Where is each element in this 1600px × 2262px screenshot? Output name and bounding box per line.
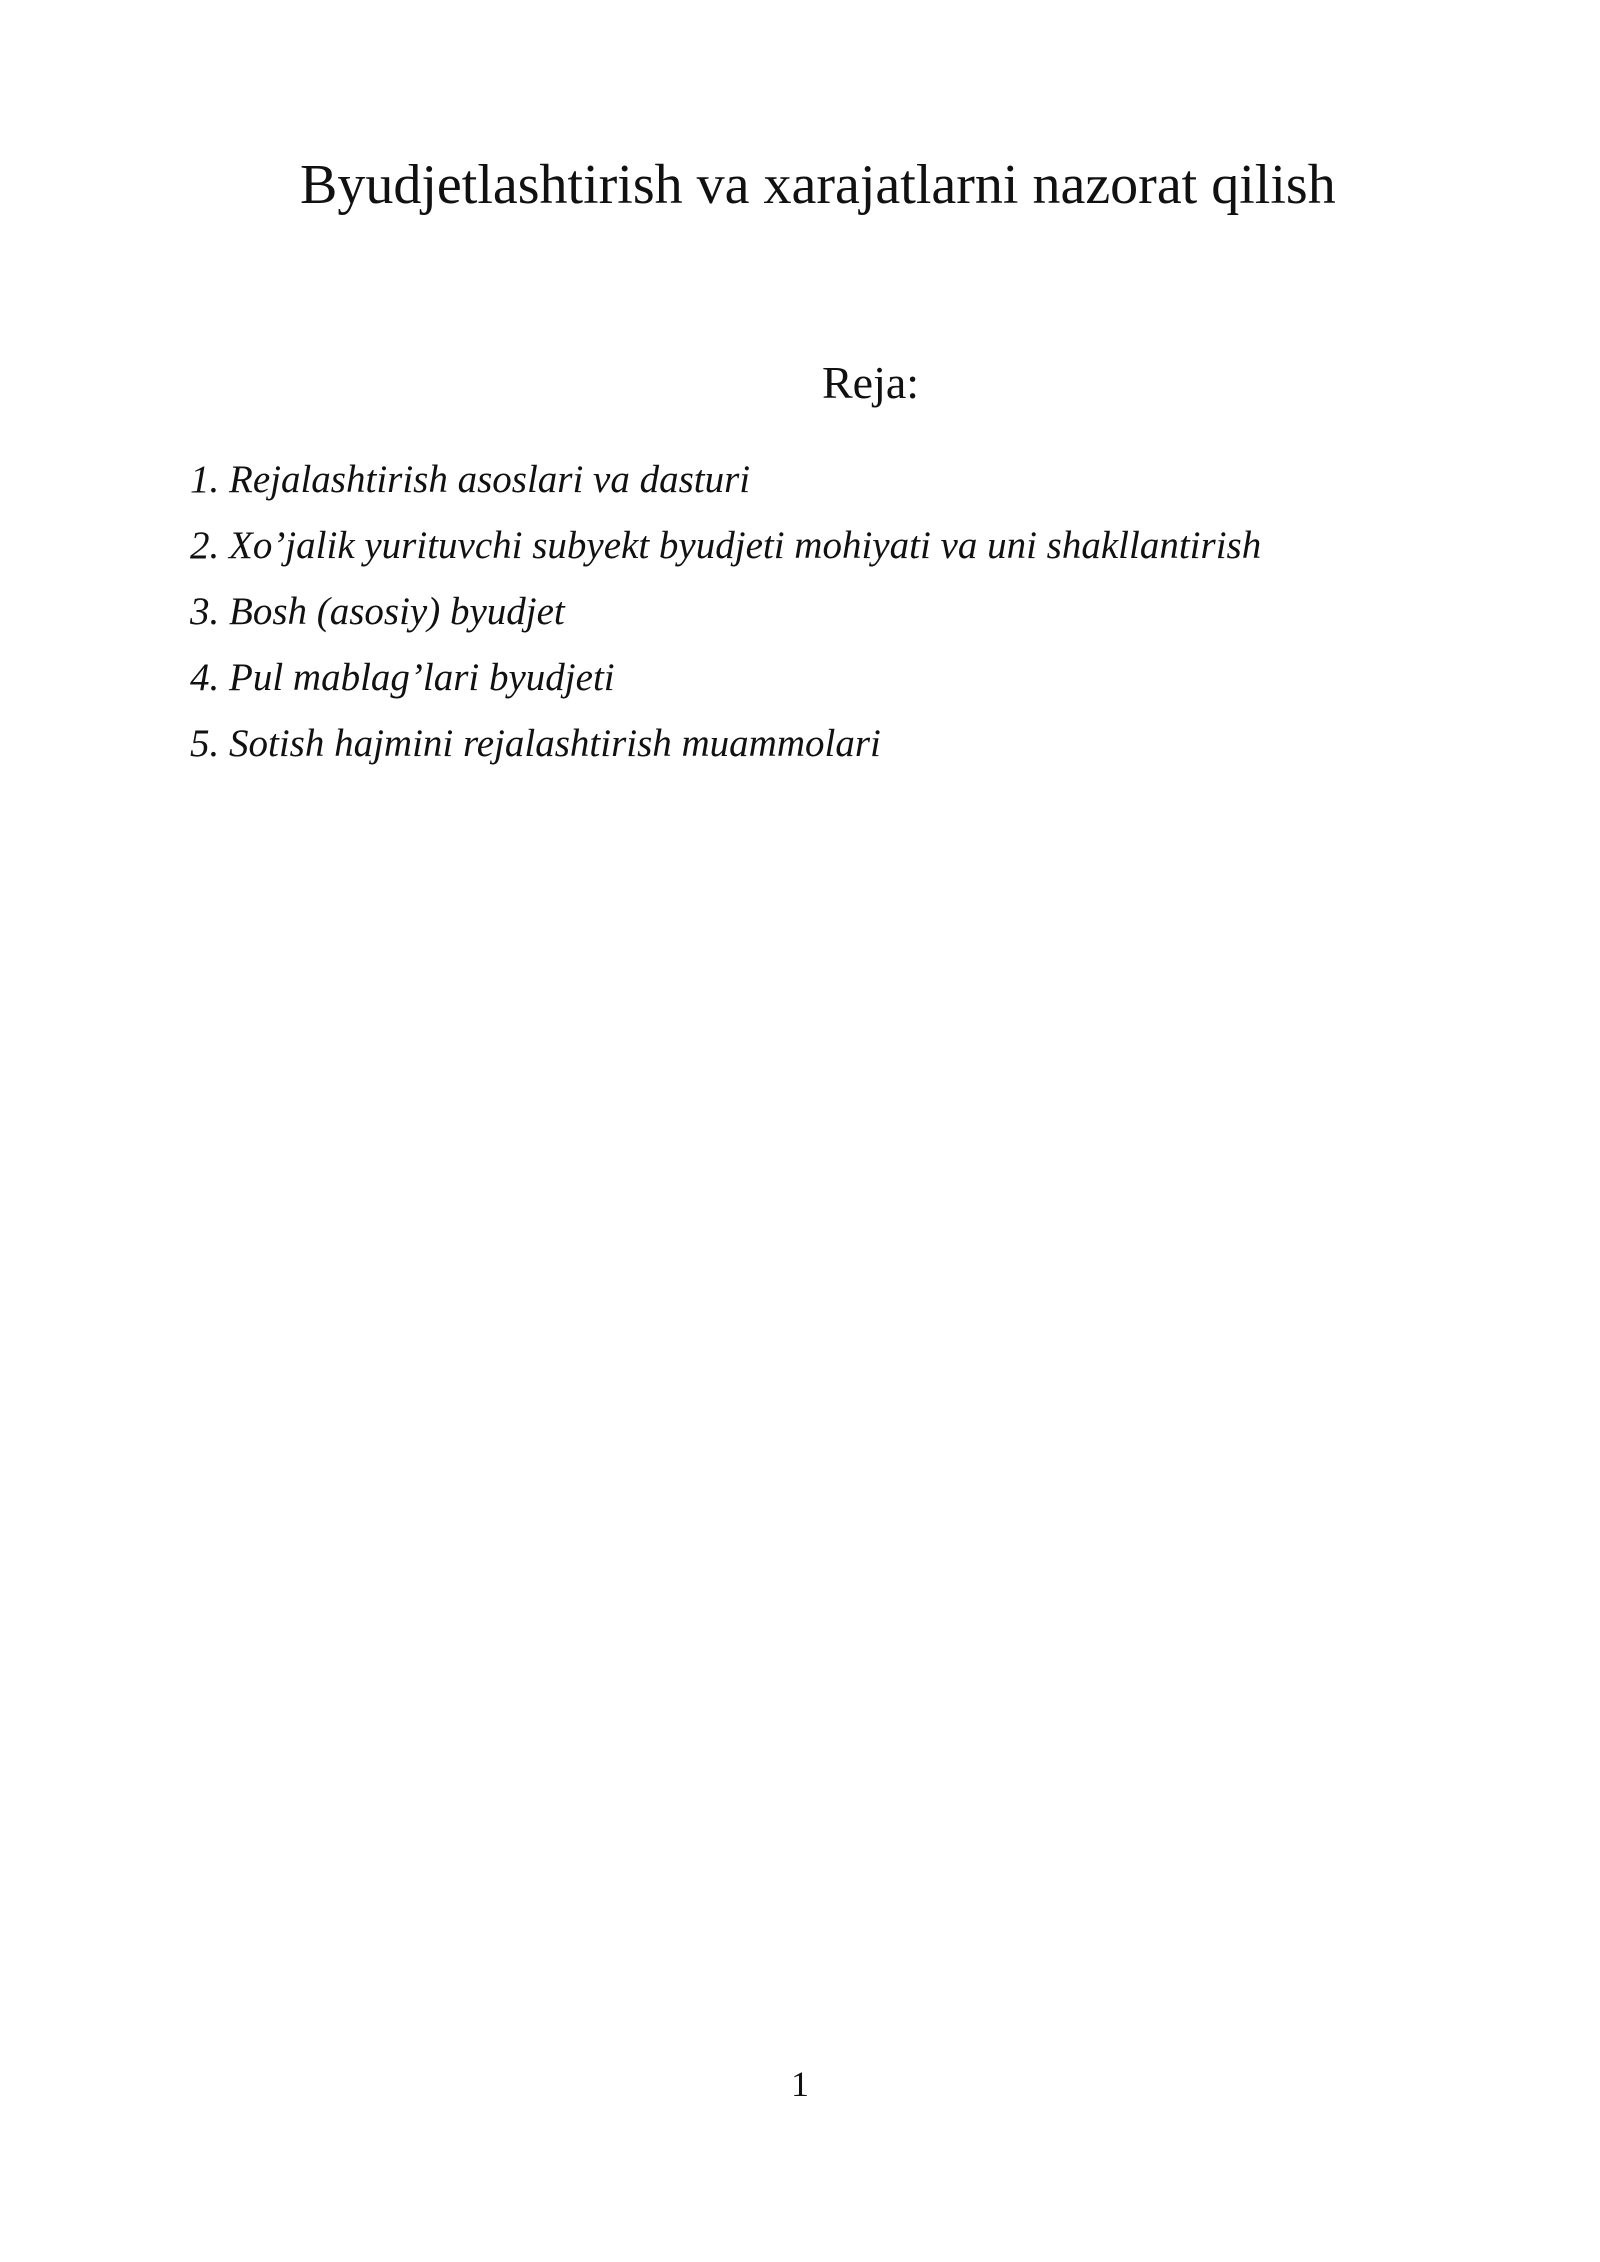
- plan-item: 4. Pul mablag’lari byudjeti: [190, 656, 615, 699]
- document-title: Byudjetlashtirish va xarajatlarni nazorat qilish: [300, 154, 1336, 216]
- plan-item: 5. Sotish hajmini rejalashtirish muammolari: [190, 722, 881, 765]
- plan-heading: Reja:: [822, 357, 920, 408]
- plan-item: 3. Bosh (asosiy) byudjet: [190, 590, 565, 633]
- plan-list: [190, 456, 1290, 786]
- page-number: 1: [791, 2064, 809, 2104]
- plan-item: 1. Rejalashtirish asoslari va dasturi: [190, 458, 751, 501]
- plan-item: 2. Xo’jalik yurituvchi subyekt byudjeti mohiyati va uni shakllantirish: [190, 524, 1262, 567]
